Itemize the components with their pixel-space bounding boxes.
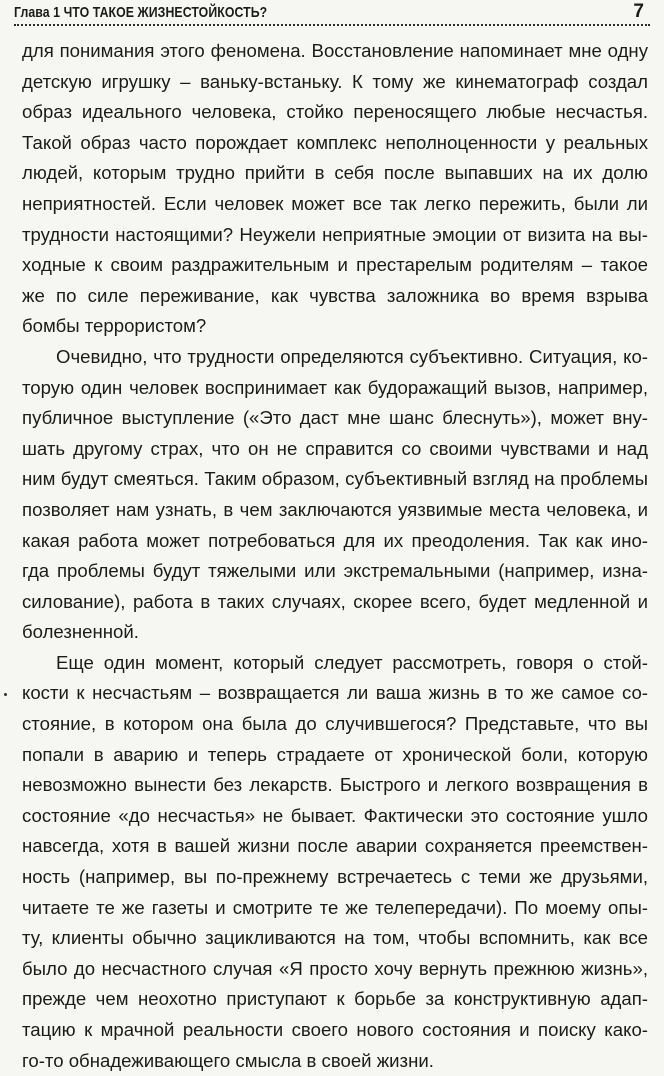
page-number: 7 <box>633 1 644 22</box>
paragraph-first-line: Очевидно, что трудности определяются субъективно. Ситуация, ко- <box>56 345 648 367</box>
text-line: трудности настоящими? Неужели неприятные эмоции от визита на вы- <box>22 223 648 245</box>
text-line: состояние «до несчастья» не бывает. Фактически это состояние ушло <box>22 804 648 826</box>
text-line: публичное выступление («Это даст мне шанс блеснуть»), может вну- <box>22 407 648 429</box>
text-line: ходные к своим раздражительным и престарелым родителям – такое <box>22 254 648 276</box>
chapter-title: Глава 1 ЧТО ТАКОЕ ЖИЗНЕСТОЙКОСТЬ? <box>14 4 268 21</box>
text-line: болезненной. <box>22 621 139 643</box>
text-line: навсегда, хотя в вашей жизни после аварии сохраняется преемствен- <box>22 835 648 857</box>
text-line: гда проблемы будут тяжелыми или экстремальными (например, изна- <box>22 560 648 582</box>
text-line: образ идеального человека, стойко переносящего любые несчастья. <box>22 101 648 123</box>
paragraph-first-line: Еще один момент, который следует рассмотреть, говоря о стой- <box>56 651 648 673</box>
text-line: Такой образ часто порождает комплекс неполноценности у реальных <box>22 131 648 153</box>
text-line: прежде чем неохотно приступают к борьбе за конструктивную адап- <box>22 988 648 1010</box>
running-head <box>14 2 650 26</box>
text-line: неприятностей. Если человек может все так легко пережить, были ли <box>22 192 648 214</box>
text-line: силование), работа в таких случаях, скорее всего, будет медленной и <box>22 590 648 612</box>
text-line: какая работа может потребоваться для их преодоления. Так как ино- <box>22 529 648 551</box>
text-line: людей, которым трудно прийти в себя после выпавших на их долю <box>22 162 648 184</box>
text-line: ность (например, вы по-прежнему встречаетесь с теми же друзьями, <box>22 866 648 888</box>
text-line: было до несчастного случая «Я просто хочу вернуть прежнюю жизнь», <box>22 957 648 979</box>
margin-speck <box>4 693 7 696</box>
text-line: торую один человек воспринимает как будоражащий вызов, например, <box>22 376 648 398</box>
text-line: шать другому страх, что он не справится со своими чувствами и над <box>22 437 648 459</box>
text-line: попали в аварию и теперь страдаете от хронической боли, которую <box>22 743 648 765</box>
text-line: кости к несчастьям – возвращается ли ваша жизнь в то же самое со- <box>22 682 648 704</box>
text-line: бомбы террористом? <box>22 315 207 337</box>
text-line: читаете те же газеты и смотрите те же телепередачи). По моему опы- <box>22 896 648 918</box>
text-line: для понимания этого феномена. Восстановление напоминает мне одну <box>22 40 648 61</box>
text-line: невозможно вынести без лекарств. Быстрого и легкого возвращения в <box>22 774 648 796</box>
text-line: детскую игрушку – ваньку-встаньку. К тому же кинематограф создал <box>22 70 648 92</box>
text-line: тацию к мрачной реальности своего нового состояния и поиску како- <box>22 1019 648 1040</box>
text-line: позволяет нам узнать, в чем заключаются уязвимые места человека, и <box>22 498 648 520</box>
text-line: стояние, в котором она была до случившегося? Представьте, что вы <box>22 713 648 735</box>
text-line: ним будут смеяться. Таким образом, субъективный взгляд на проблемы <box>22 468 648 490</box>
text-line: ту, клиенты обычно зацикливаются на том, чтобы вспомнить, как все <box>22 927 648 949</box>
body-text <box>22 36 648 1076</box>
text-line: же по силе переживание, как чувства заложника во время взрыва <box>22 284 648 306</box>
text-line: го-то обнадеживающего смысла в своей жизни. <box>22 1049 434 1071</box>
